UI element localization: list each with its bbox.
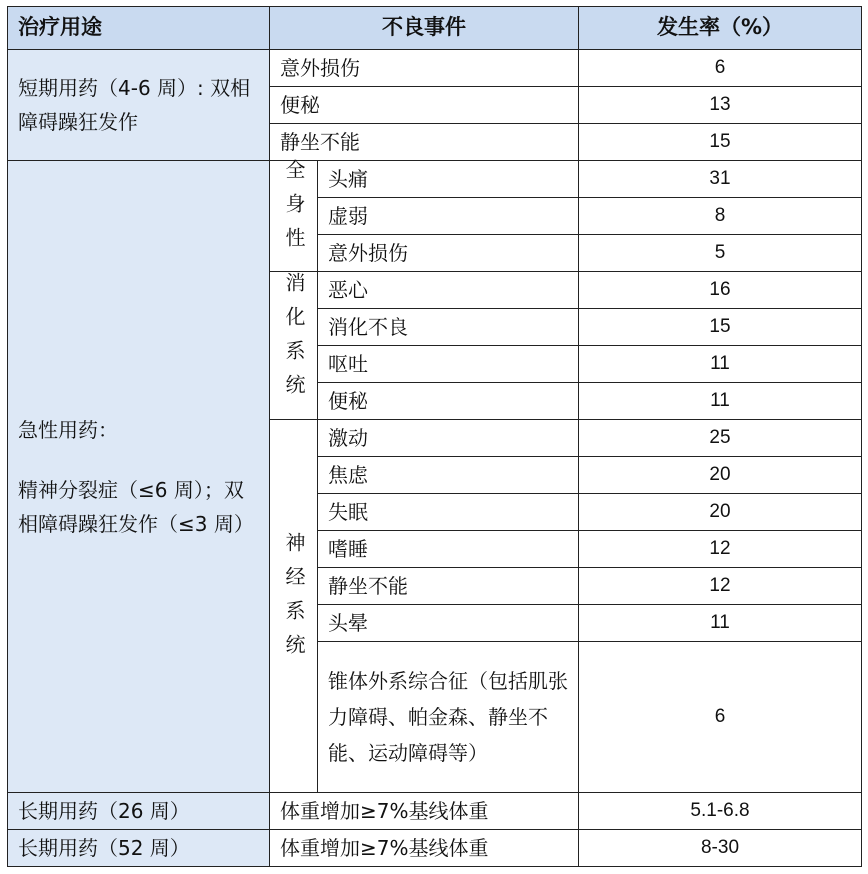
usage-long-26: 长期用药（26 周） xyxy=(8,793,270,830)
rate-cell: 20 xyxy=(579,494,862,531)
rate-cell: 8-30 xyxy=(579,830,862,867)
event-cell: 静坐不能 xyxy=(318,568,579,605)
rate-cell: 16 xyxy=(579,272,862,309)
rate-cell: 15 xyxy=(579,124,862,161)
rate-cell: 11 xyxy=(579,605,862,642)
category-nervous xyxy=(270,420,318,793)
event-cell: 意外损伤 xyxy=(318,235,579,272)
header-event: 不良事件 xyxy=(270,7,579,50)
rate-cell: 31 xyxy=(579,161,862,198)
rate-cell: 15 xyxy=(579,309,862,346)
table-row xyxy=(8,50,862,87)
rate-cell: 5 xyxy=(579,235,862,272)
table-row xyxy=(8,830,862,867)
rate-cell: 6 xyxy=(579,642,862,793)
rate-cell: 8 xyxy=(579,198,862,235)
category-digestive xyxy=(270,272,318,420)
rate-cell: 25 xyxy=(579,420,862,457)
rate-cell: 11 xyxy=(579,383,862,420)
event-cell: 激动 xyxy=(318,420,579,457)
category-label: 神经系统 xyxy=(282,532,306,668)
event-cell: 锥体外系综合征（包括肌张力障碍、帕金森、静坐不能、运动障碍等） xyxy=(318,642,579,793)
event-cell: 头晕 xyxy=(318,605,579,642)
category-systemic xyxy=(270,161,318,272)
event-cell: 嗜睡 xyxy=(318,531,579,568)
usage-long-52: 长期用药（52 周） xyxy=(8,830,270,867)
event-cell: 呕吐 xyxy=(318,346,579,383)
event-cell: 失眠 xyxy=(318,494,579,531)
event-cell: 头痛 xyxy=(318,161,579,198)
rate-cell: 20 xyxy=(579,457,862,494)
rate-cell: 11 xyxy=(579,346,862,383)
header-rate: 发生率（%） xyxy=(579,7,862,50)
event-cell: 意外损伤 xyxy=(270,50,579,87)
usage-short-term: 短期用药（4-6 周）: 双相障碍躁狂发作 xyxy=(8,50,270,161)
header-usage: 治疗用途 xyxy=(8,7,270,50)
event-cell: 恶心 xyxy=(318,272,579,309)
category-label: 消化系统 xyxy=(282,271,306,408)
table-row xyxy=(8,793,862,830)
event-cell: 虚弱 xyxy=(318,198,579,235)
category-label: 全身性 xyxy=(282,159,306,261)
event-cell: 静坐不能 xyxy=(270,124,579,161)
usage-acute-title: 急性用药： xyxy=(18,417,118,442)
rate-cell: 12 xyxy=(579,568,862,605)
event-cell: 焦虑 xyxy=(318,457,579,494)
rate-cell: 13 xyxy=(579,87,862,124)
rate-cell: 12 xyxy=(579,531,862,568)
rate-cell: 6 xyxy=(579,50,862,87)
event-cell: 便秘 xyxy=(318,383,579,420)
event-cell: 消化不良 xyxy=(318,309,579,346)
event-cell: 体重增加≥7%基线体重 xyxy=(270,793,579,830)
table-row xyxy=(8,161,862,198)
usage-acute-detail: 精神分裂症（≤6 周）；双相障碍躁狂发作（≤3 周） xyxy=(18,477,254,536)
rate-cell: 5.1-6.8 xyxy=(579,793,862,830)
event-cell: 体重增加≥7%基线体重 xyxy=(270,830,579,867)
adverse-events-table xyxy=(7,6,862,867)
usage-acute xyxy=(8,161,270,793)
event-cell: 便秘 xyxy=(270,87,579,124)
